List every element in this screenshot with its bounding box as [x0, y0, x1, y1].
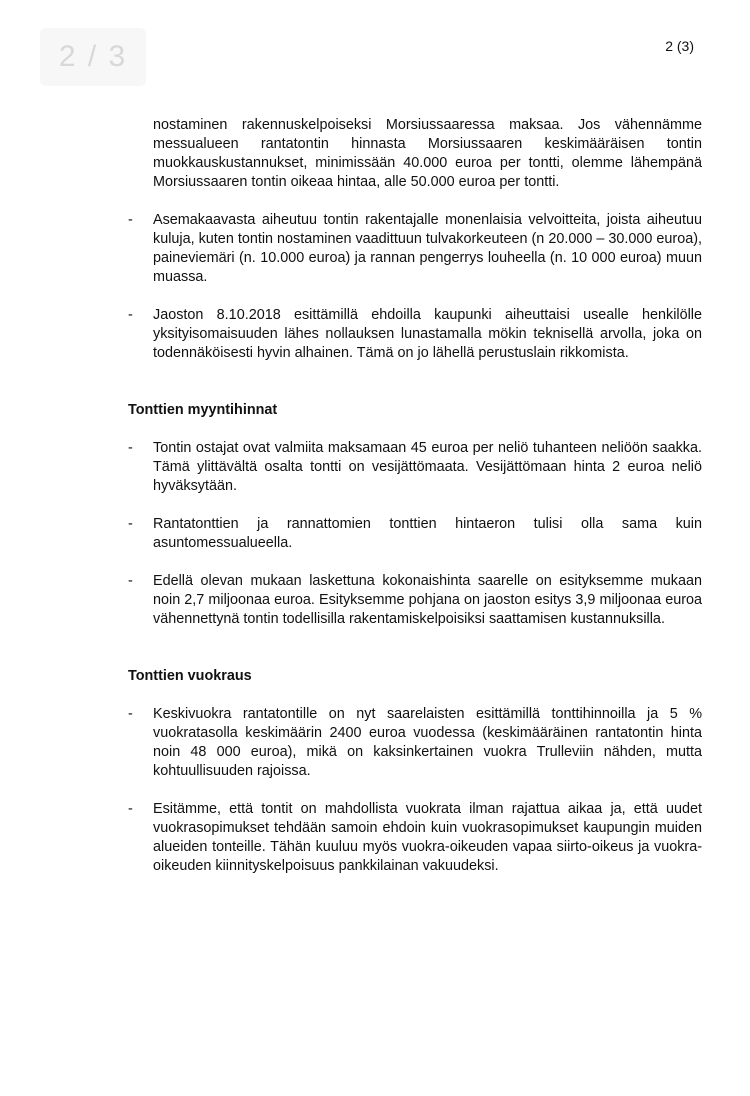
bullet-dash: -	[128, 307, 133, 323]
list-item-text: Rantatonttien ja rannattomien tonttien hintaeron tulisi olla sama kuin asuntomessualueella.	[153, 516, 702, 551]
list-item-text: Edellä olevan mukaan laskettuna kokonaishinta saarelle on esityksemme mukaan noin 2,7 miljoonaa euroa. Esityksemme pohjana on jaoston esitys 3,9 miljoonaa euroa vähennettynä tontin todellisilla rakentamiskelpoisiksi saattamisen kustannuksilla.	[153, 573, 702, 627]
list-item-text: Jaoston 8.10.2018 esittämillä ehdoilla kaupunki aiheuttaisi usealle henkilölle yksityisomaisuuden lähes nollauksen lunastamalla mökin teknisellä arvolla, joka on todennäköisesti hyvin alhainen. Tämä on jo lähellä perustuslain rikkomista.	[153, 307, 702, 361]
bullet-dash: -	[128, 801, 133, 817]
bullet-dash: -	[128, 212, 133, 228]
page-indicator-badge: 2 / 3	[40, 28, 146, 86]
list-item	[128, 306, 702, 363]
list-item	[128, 439, 702, 496]
bullet-dash: -	[128, 706, 133, 722]
list-item-text: Esitämme, että tontit on mahdollista vuokrata ilman rajattua aikaa ja, että uudet vuokrasopimukset tehdään samoin ehdoin kuin vuokrasopimukset kaupungin muiden alueiden tonteille. Tähän kuuluu myös vuokra-oikeuden vapaa siirto-oikeus ja vuokra-oikeuden kiinnityskelpoisuus pankkilainan vakuudeksi.	[153, 801, 702, 874]
list-item	[128, 211, 702, 287]
bullet-dash: -	[128, 573, 133, 589]
list-item-text: Keskivuokra rantatontille on nyt saarelaisten esittämillä tonttihinnoilla ja 5 % vuokratasolla keskimäärin 2400 euroa vuodessa (keskimääräinen rantatontin hinta noin 48 000 euroa), mikä on kaksinkertainen vuokra Trulleviin nähden, mutta kohtuullisuuden rajoissa.	[153, 706, 702, 779]
section-heading-sale-prices: Tonttien myyntihinnat	[128, 402, 278, 418]
list-item	[128, 515, 702, 553]
list-item	[128, 705, 702, 781]
list-item-text: Tontin ostajat ovat valmiita maksamaan 45 euroa per neliö tuhanteen neliöön saakka. Tämä ylittävältä osalta tontti on vesijättömaata. Vesijättömaan hinta 2 euroa neliö hyväksytään.	[153, 440, 702, 494]
list-item-text: Asemakaavasta aiheutuu tontin rakentajalle monenlaisia velvoitteita, joista aiheutuu kuluja, kuten tontin nostaminen vaadittuun tulvakorkeuteen (n 20.000 – 30.000 euroa), paineviemäri (n. 10.000 euroa) ja rannan pengerrys louheella (n. 10 000 euroa) muun muassa.	[153, 212, 702, 285]
section-heading-rentals: Tonttien vuokraus	[128, 668, 252, 684]
document-body	[128, 116, 702, 895]
intro-paragraph: nostaminen rakennuskelpoiseksi Morsiussaaressa maksaa. Jos vähennämme messualueen rantatontin hinnasta Morsiussaaren keskimääräisen tontin muokkauskustannukset, minimissään 40.000 euroa per tontti, olemme lähempänä Morsiussaaren tontin oikeaa hintaa, alle 50.000 euroa per tontti.	[153, 117, 702, 190]
page-number: 2 (3)	[665, 38, 694, 54]
bullet-dash: -	[128, 516, 133, 532]
list-item	[128, 800, 702, 876]
list-item	[128, 572, 702, 629]
bullet-dash: -	[128, 440, 133, 456]
